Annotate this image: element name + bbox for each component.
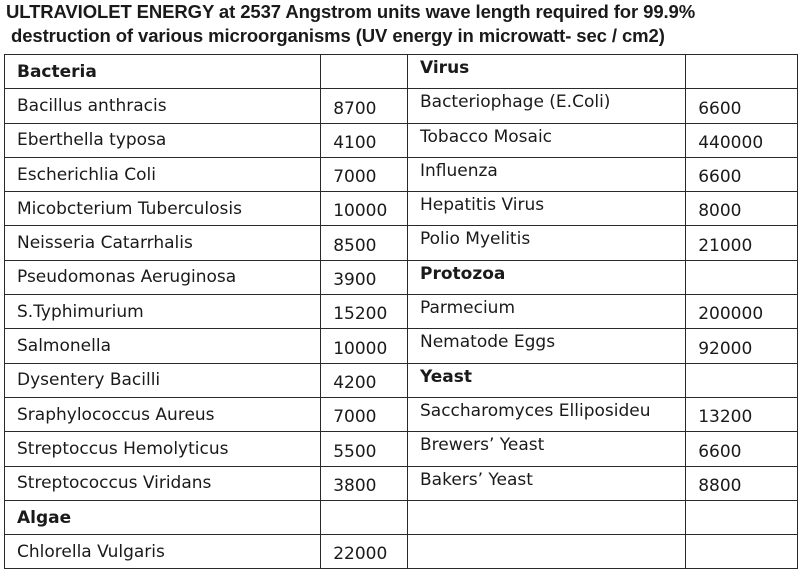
uv-energy-value: 7000 (321, 397, 408, 431)
right-table (408, 54, 798, 569)
table-row (5, 329, 408, 363)
table-row (5, 192, 408, 226)
organism-name: Bacteriophage (E.Coli) (408, 89, 686, 123)
table-row (5, 226, 408, 260)
organism-name: Eberthella typosa (5, 123, 321, 157)
table-row (408, 432, 798, 466)
table-row (408, 260, 798, 294)
uv-energy-value: 8000 (686, 192, 798, 226)
uv-energy-value: 92000 (686, 329, 798, 363)
uv-energy-value: 7000 (321, 157, 408, 191)
left-table (4, 54, 408, 569)
uv-energy-value: 6600 (686, 432, 798, 466)
uv-energy-value: 10000 (321, 329, 408, 363)
organism-name: Micobcterium Tuberculosis (5, 192, 321, 226)
organism-name: Nematode Eggs (408, 329, 686, 363)
uv-energy-value (321, 55, 408, 89)
table-row (408, 226, 798, 260)
uv-energy-value: 440000 (686, 123, 798, 157)
table-row (5, 397, 408, 431)
organism-name: Neisseria Catarrhalis (5, 226, 321, 260)
organism-name (408, 535, 686, 569)
table-row (408, 397, 798, 431)
uv-energy-value (686, 260, 798, 294)
organism-name: Pseudomonas Aeruginosa (5, 260, 321, 294)
uv-energy-value: 13200 (686, 397, 798, 431)
uv-energy-value (686, 55, 798, 89)
organism-name: Polio Myelitis (408, 226, 686, 260)
organism-name: Dysentery Bacilli (5, 363, 321, 397)
category-header: Virus (408, 55, 686, 89)
organism-name: Saccharomyces Elliposideu (408, 397, 686, 431)
uv-energy-value: 21000 (686, 226, 798, 260)
category-header: Bacteria (5, 55, 321, 89)
table-row (408, 329, 798, 363)
table-row (5, 363, 408, 397)
table-row (5, 500, 408, 534)
table-row (5, 157, 408, 191)
organism-name: Sraphylococcus Aureus (5, 397, 321, 431)
table-row (408, 363, 798, 397)
page-title (6, 0, 796, 48)
table-row (408, 123, 798, 157)
uv-energy-value: 6600 (686, 89, 798, 123)
organism-name: Brewers’ Yeast (408, 432, 686, 466)
uv-energy-value (321, 500, 408, 534)
uv-energy-value: 10000 (321, 192, 408, 226)
category-header: Protozoa (408, 260, 686, 294)
organism-name: Parmecium (408, 295, 686, 329)
organism-name: S.Typhimurium (5, 295, 321, 329)
table-row (408, 500, 798, 534)
organism-name: Escherichlia Coli (5, 157, 321, 191)
table-row (408, 295, 798, 329)
uv-energy-value: 3900 (321, 260, 408, 294)
uv-energy-value (686, 535, 798, 569)
organism-name: Streptoccus Hemolyticus (5, 432, 321, 466)
uv-energy-value: 15200 (321, 295, 408, 329)
table-row (5, 55, 408, 89)
uv-energy-value: 6600 (686, 157, 798, 191)
organism-name: Salmonella (5, 329, 321, 363)
organism-name: Influenza (408, 157, 686, 191)
uv-energy-value: 8700 (321, 89, 408, 123)
category-header: Yeast (408, 363, 686, 397)
title-line-2: destruction of various microorganisms (UV energy in microwatt- sec / cm2) (6, 25, 665, 46)
uv-energy-value (686, 363, 798, 397)
table-row (408, 192, 798, 226)
table-row (5, 123, 408, 157)
table-row (408, 535, 798, 569)
uv-energy-value: 3800 (321, 466, 408, 500)
uv-energy-value (686, 500, 798, 534)
organism-name: Chlorella Vulgaris (5, 535, 321, 569)
uv-energy-value: 4100 (321, 123, 408, 157)
organism-name (408, 500, 686, 534)
organism-name: Bakers’ Yeast (408, 466, 686, 500)
table-row (5, 295, 408, 329)
table-row (408, 55, 798, 89)
uv-energy-value: 8800 (686, 466, 798, 500)
uv-energy-value: 4200 (321, 363, 408, 397)
table-row (5, 432, 408, 466)
table-row (5, 260, 408, 294)
table-row (5, 535, 408, 569)
table-row (408, 89, 798, 123)
uv-energy-table (4, 54, 794, 576)
uv-energy-value: 5500 (321, 432, 408, 466)
uv-energy-value: 22000 (321, 535, 408, 569)
table-row (408, 466, 798, 500)
table-row (408, 157, 798, 191)
organism-name: Tobacco Mosaic (408, 123, 686, 157)
organism-name: Bacillus anthracis (5, 89, 321, 123)
uv-energy-value: 8500 (321, 226, 408, 260)
uv-energy-value: 200000 (686, 295, 798, 329)
table-row (5, 89, 408, 123)
category-header: Algae (5, 500, 321, 534)
organism-name: Hepatitis Virus (408, 192, 686, 226)
title-line-1: ULTRAVIOLET ENERGY at 2537 Angstrom units wave length required for 99.9% (6, 1, 696, 22)
organism-name: Streptococcus Viridans (5, 466, 321, 500)
table-row (5, 466, 408, 500)
